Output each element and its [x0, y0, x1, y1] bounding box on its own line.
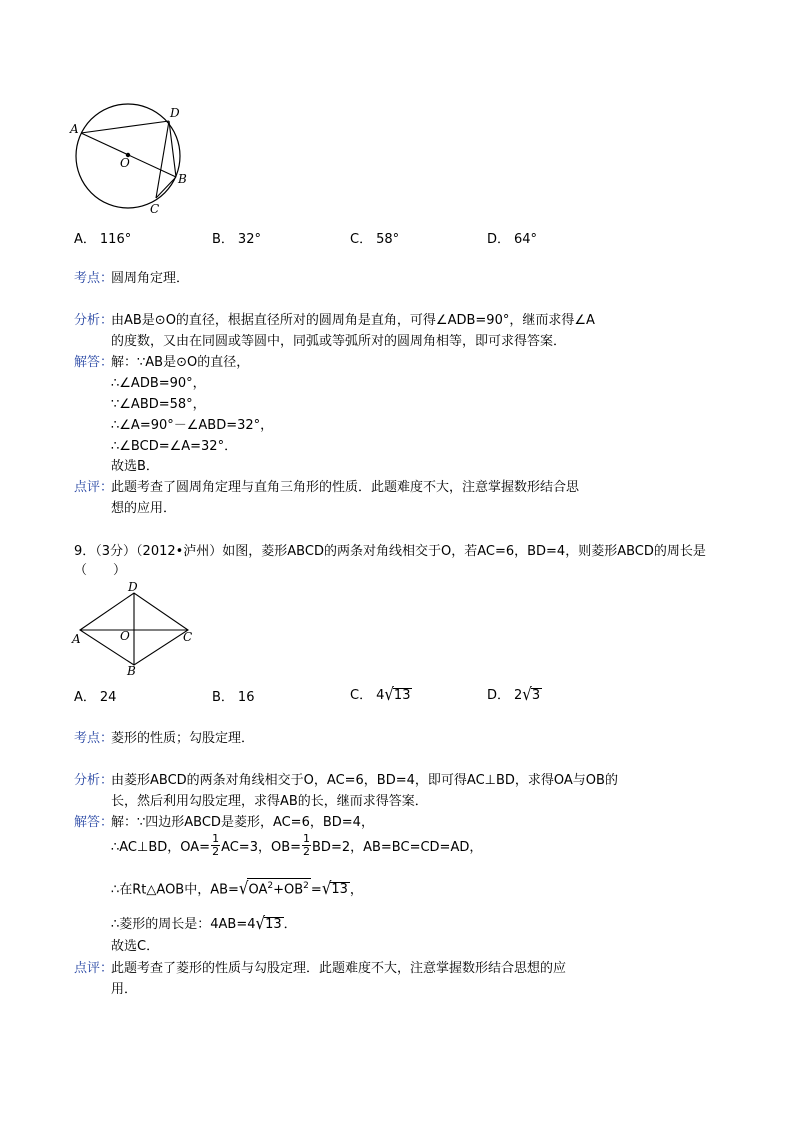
q9-option-d-radicand: 3 [531, 688, 541, 703]
q9-jieda-line3-radical [247, 878, 310, 897]
fig9-label-d: D [128, 580, 138, 594]
fig8-label-c: C [150, 202, 160, 216]
q8-kaodian-label: 考点： [74, 271, 114, 286]
q9-dianping-label: 点评： [74, 961, 114, 976]
fig8-label-o: O [120, 156, 130, 170]
q8-dianping-line1: 此题考查了圆周角定理与直角三角形的性质．此题难度不大，注意掌握数形结合思 [111, 480, 580, 495]
q8-option-a-letter: A． [74, 232, 96, 247]
q9-jieda-line4-radicand: 13 [265, 917, 282, 932]
q9-option-d[interactable] [487, 684, 542, 703]
q8-option-b[interactable] [212, 228, 261, 247]
q8-option-a-value: 116° [99, 232, 132, 247]
q8-jieda-line3: ∵∠ABD=58°， [111, 397, 206, 412]
q8-jieda-label: 解答： [74, 355, 114, 370]
q9-jieda-line4-suffix: ． [283, 917, 297, 932]
sqrt-icon: √ [384, 683, 394, 705]
fraction-one-half-2 [302, 833, 311, 858]
q8-option-c-value: 58° [376, 232, 400, 247]
frac1-num: 1 [212, 832, 220, 845]
q8-option-d[interactable] [487, 228, 537, 247]
q8-jieda-line5: ∴∠BCD=∠A=32°． [111, 439, 238, 454]
fig8-label-a: A [70, 122, 79, 136]
q9-option-b[interactable] [212, 686, 254, 705]
q9-jieda-line3-result: 13 [331, 882, 348, 898]
fig8-label-b: B [178, 172, 187, 186]
q9-option-c-coef: 4 [376, 688, 385, 703]
q8-option-d-letter: D． [487, 232, 511, 247]
q8-option-b-letter: B． [212, 232, 234, 247]
q9-jieda-line1: 解：∵四边形ABCD是菱形，AC=6，BD=4， [111, 815, 374, 830]
q9-jieda-line3-suffix: ， [349, 882, 363, 898]
q9-jieda-label: 解答： [74, 815, 114, 830]
frac1-den: 2 [212, 845, 220, 858]
q9-jieda-line3 [111, 878, 363, 897]
q9-option-b-letter: B． [212, 690, 234, 705]
q9-dianping-line2: 用． [111, 982, 138, 997]
q8-jieda-line1: 解：∵AB是⊙O的直径， [111, 355, 250, 370]
q8-fenxi-label: 分析： [74, 313, 114, 328]
fig8-label-d: D [170, 106, 180, 120]
q9-jieda-line5: 故选C． [111, 939, 160, 954]
exp-b: 2 [303, 881, 309, 891]
q8-option-b-value: 32° [237, 232, 261, 247]
q9-dianping-line1: 此题考查了菱形的性质与勾股定理．此题难度不大，注意掌握数形结合思想的应 [111, 961, 567, 976]
q8-option-a[interactable] [74, 228, 131, 247]
q9-fenxi-line2: 长，然后利用勾股定理，求得AB的长，继而求得答案． [111, 794, 428, 809]
q9-fenxi-line1: 由菱形ABCD的两条对角线相交于O，AC=6，BD=4，即可得AC⊥BD，求得OA与OB的 [111, 773, 618, 788]
q9-option-b-value: 16 [237, 690, 255, 705]
fig9-label-a: A [72, 632, 81, 646]
q8-option-d-value: 64° [514, 232, 538, 247]
q9-jieda-line2-prefix: ∴AC⊥BD，OA= [111, 840, 211, 855]
fig9-label-o: O [120, 629, 130, 643]
q8-option-c-letter: C． [350, 232, 373, 247]
fig9-label-c: C [183, 630, 193, 644]
q9-option-a-value: 24 [99, 690, 117, 705]
sqrt-icon: √ [238, 877, 249, 899]
q9-jieda-line3-eq: = [310, 882, 322, 898]
q8-kaodian-text: 圆周角定理． [111, 271, 190, 286]
q8-fenxi-line2: 的度数，又由在同圆或等圆中，同弧或等弧所对的圆周角相等，即可求得答案． [111, 334, 567, 349]
q9-jieda-line3-prefix: ∴在Rt△AOB中，AB= [111, 882, 239, 898]
q9-stem-line2: （ ） [74, 563, 127, 578]
q9-option-c-radicand: 13 [393, 688, 411, 703]
q9-jieda-line2-mid: AC=3，OB= [221, 840, 302, 855]
q8-dianping-line2: 想的应用． [111, 501, 177, 516]
q8-fenxi-line1: 由AB是⊙O的直径，根据直径所对的圆周角是直角，可得∠ADB=90°，继而求得∠A [111, 313, 595, 328]
q9-option-a[interactable] [74, 686, 116, 705]
q9-option-d-coef: 2 [514, 688, 523, 703]
q9-jieda-line4-prefix: ∴菱形的周长是：4AB=4 [111, 917, 256, 932]
chord-ad [81, 121, 169, 133]
q9-jieda-line2-suffix: BD=2，AB=BC=CD=AD， [312, 840, 483, 855]
q9-option-c-letter: C． [350, 688, 373, 703]
frac2-den: 2 [303, 845, 311, 858]
fraction-one-half [211, 833, 220, 858]
q8-dianping-label: 点评： [74, 480, 114, 495]
q9-kaodian-text: 菱形的性质；勾股定理． [111, 731, 255, 746]
sqrt-icon: √ [255, 912, 266, 934]
rad-plus-ob: +OB [273, 882, 304, 898]
q8-jieda-line4: ∴∠A=90°－∠ABD=32°， [111, 418, 274, 433]
rad-oa: OA [248, 882, 268, 898]
fig9-label-b: B [127, 664, 136, 678]
q8-jieda-line2: ∴∠ADB=90°， [111, 376, 206, 391]
exp-a: 2 [267, 881, 274, 891]
q9-option-d-letter: D． [487, 688, 511, 703]
q8-option-c[interactable] [350, 228, 399, 247]
frac2-num: 1 [303, 832, 311, 845]
q9-fenxi-label: 分析： [74, 773, 114, 788]
q8-jieda-line6: 故选B． [111, 459, 159, 474]
sqrt-icon: √ [321, 877, 332, 899]
q9-jieda-line2 [111, 833, 482, 858]
q9-stem-line1: 9．（3分）（2012•泸州）如图，菱形ABCD的两条对角线相交于O，若AC=6，BD=4，则菱形ABCD的周长是 [74, 544, 706, 559]
q9-jieda-line4 [111, 913, 297, 932]
sqrt-icon: √ [522, 683, 532, 705]
q9-kaodian-label: 考点： [74, 731, 114, 746]
q9-option-a-letter: A． [74, 690, 96, 705]
q9-option-c[interactable] [350, 684, 412, 703]
